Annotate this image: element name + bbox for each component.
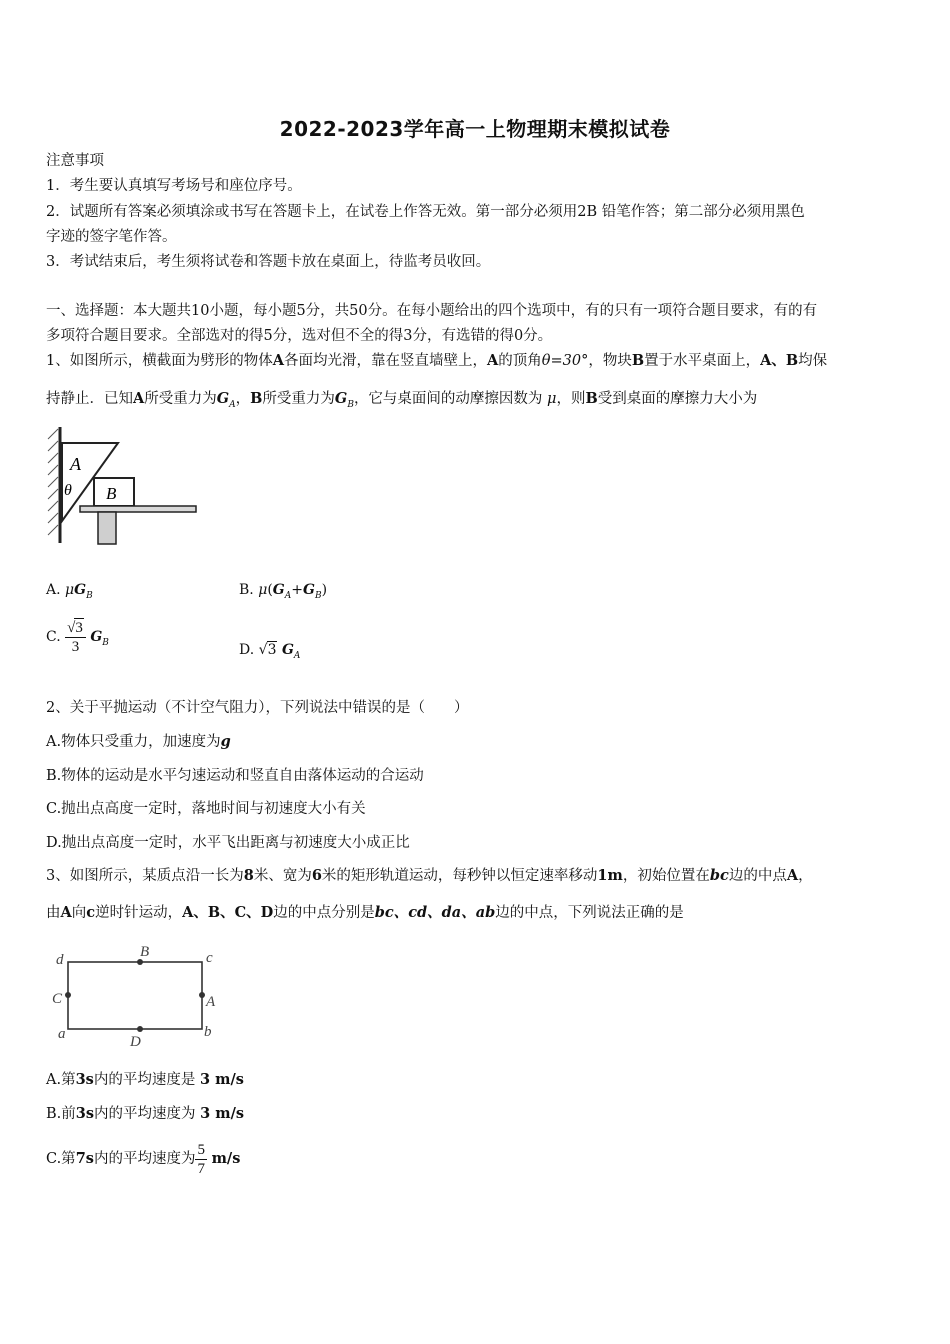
q1-figure-wedge: [44, 425, 204, 550]
notice-item: 3．考试结束后，考生须将试卷和答题卡放在桌面上，待监考员收回。: [46, 254, 491, 270]
section-instructions: 多项符合题目要求。全部选对的得5分，选对但不全的得3分，有选错的得0分。: [46, 328, 553, 344]
q2-option-a[interactable]: A.物体只受重力，加速度为g: [46, 733, 231, 750]
fig-label-A: A: [206, 994, 216, 1010]
fig-label-B: B: [140, 944, 150, 960]
fig-label-b: b: [204, 1024, 212, 1040]
q2-option-b[interactable]: B.物体的运动是水平匀速运动和竖直自由落体运动的合运动: [46, 768, 424, 784]
page-title: 2022-2023学年高一上物理期末模拟试卷: [279, 117, 671, 141]
fig-label-d: d: [56, 952, 64, 968]
fraction: $\frac{5}{7}$: [197, 1141, 205, 1177]
fig-label-A: A: [70, 454, 81, 474]
fig-label-theta: θ: [64, 482, 72, 499]
fig-label-B: B: [106, 484, 117, 503]
q2-option-c[interactable]: C.抛出点高度一定时，落地时间与初速度大小有关: [46, 801, 366, 817]
q1-stem-line2: 持静止．已知A所受重力为$G_A$，B所受重力为$G_B$，它与桌面间的动摩擦因数为 μ，则B受到桌面的摩擦力大小为: [46, 390, 758, 410]
q2-option-d[interactable]: D.抛出点高度一定时，水平飞出距离与初速度大小成正比: [46, 835, 410, 851]
fig-label-c: c: [206, 950, 213, 966]
notice-item: 2．试题所有答案必须填涂或书写在答题卡上，在试卷上作答无效。第一部分必须用2B 铅笔作答；第二部分必须用黑色: [46, 204, 805, 220]
q3-stem-line2: 由A向c逆时针运动，A、B、C、D边的中点分别是bc、cd、da、ab边的中点，下列说法正确的是: [46, 904, 684, 921]
q1-stem-line1: 1、如图所示，横截面为劈形的物体A各面均光滑，靠在竖直墙壁上，A的顶角θ=30°，物块B置于水平桌面上，A、B均保: [46, 352, 828, 369]
q3-figure-rectangle: [46, 940, 236, 1052]
q3-option-b[interactable]: B.前3s内的平均速度为 3 m/s: [46, 1105, 245, 1122]
q2-stem: 2、关于平抛运动（不计空气阻力），下列说法中错误的是（ ）: [46, 700, 469, 716]
q3-option-a[interactable]: A.第3s内的平均速度是 3 m/s: [46, 1071, 244, 1088]
fig-label-a: a: [58, 1026, 66, 1042]
notice-heading: 注意事项: [46, 153, 104, 169]
q1-option-b[interactable]: B. $\mu(G_A+G_B)$: [239, 582, 328, 601]
section-instructions: 一、选择题：本大题共10小题，每小题5分，共50分。在每小题给出的四个选项中，有的只有一项符合题目要求，有的有: [46, 303, 818, 319]
q1-option-d[interactable]: D. √3 $G_A$: [239, 642, 301, 661]
notice-item: 1．考生要认真填写考场号和座位序号。: [46, 178, 302, 194]
q3-stem-line1: 3、如图所示，某质点沿一长为8米、宽为6米的矩形轨道运动，每秒钟以恒定速率移动1m，初始位置在bc边的中点A，: [46, 867, 813, 884]
notice-item: 字迹的签字笔作答。: [46, 229, 177, 245]
q3-option-c[interactable]: C.第7s内的平均速度为 $\frac{5}{7}$ m/s: [46, 1141, 241, 1177]
q1-option-a[interactable]: A. $\mu G_B$: [46, 582, 93, 601]
q1-option-c[interactable]: C. $\frac{√3}{3}$ $G_B$: [46, 620, 109, 655]
fig-label-D: D: [130, 1034, 141, 1050]
fig-label-C: C: [52, 991, 63, 1007]
fraction: $\frac{√3}{3}$: [65, 618, 86, 656]
